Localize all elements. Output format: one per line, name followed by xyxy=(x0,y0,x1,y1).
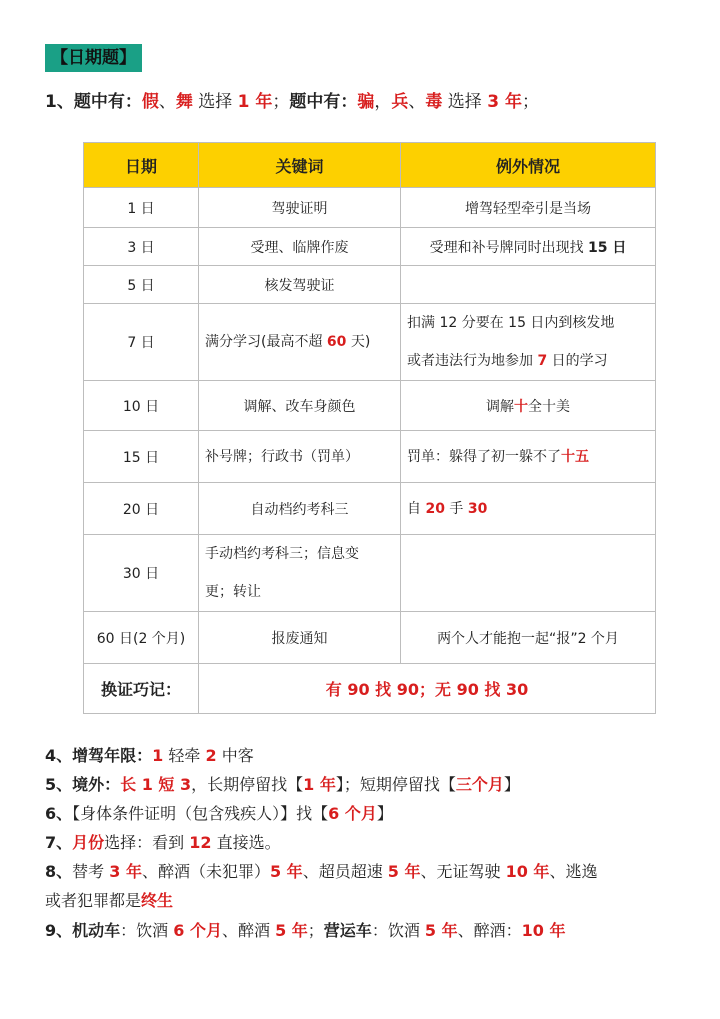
item-5: 5、境外：长 1 短 3，长期停留找【1 年】；短期停留找【三个月】 xyxy=(45,775,520,794)
item-9: 9、机动车：饮酒 6 个月、醉酒 5 年；营运车：饮酒 5 年、醉酒：10 年 xyxy=(45,921,566,940)
cell-exception: 增驾轻型牵引是当场 xyxy=(401,188,656,228)
cell-keyword: 手动档约考科三；信息变 更；转让 xyxy=(199,535,401,612)
cell-exception: 调解十全十美 xyxy=(401,381,656,431)
cell-date: 3 日 xyxy=(84,228,199,266)
cell-keyword: 报废通知 xyxy=(199,612,401,664)
cell-exception xyxy=(401,266,656,304)
cell-keyword: 调解、改车身颜色 xyxy=(199,381,401,431)
table-row xyxy=(84,266,656,304)
header-date: 日期 xyxy=(84,143,199,188)
item-8: 8、替考 3 年、醉酒（未犯罪）5 年、超员超速 5 年、无证驾驶 10 年、逃逸 xyxy=(45,862,598,881)
table-row xyxy=(84,535,656,612)
cell-date: 5 日 xyxy=(84,266,199,304)
table-row xyxy=(84,228,656,266)
table-row xyxy=(84,188,656,228)
cell-exception xyxy=(401,535,656,612)
table-row xyxy=(84,612,656,664)
footer-value: 有 90 找 90；无 90 找 30 xyxy=(199,664,656,714)
cell-date: 15 日 xyxy=(84,431,199,483)
cell-date: 1 日 xyxy=(84,188,199,228)
cell-date: 7 日 xyxy=(84,304,199,381)
header-keyword: 关键词 xyxy=(199,143,401,188)
section-title-badge: 【日期题】 xyxy=(45,44,142,72)
cell-keyword: 自动档约考科三 xyxy=(199,483,401,535)
table-row xyxy=(84,431,656,483)
footer-label: 换证巧记： xyxy=(84,664,199,714)
item-4: 4、增驾年限：1 轻牵 2 中客 xyxy=(45,746,254,765)
cell-keyword: 核发驾驶证 xyxy=(199,266,401,304)
cell-keyword: 受理、临牌作废 xyxy=(199,228,401,266)
cell-date: 10 日 xyxy=(84,381,199,431)
cell-keyword: 满分学习(最高不超 60 天) xyxy=(199,304,401,381)
table-header-row xyxy=(84,143,656,188)
table-row xyxy=(84,304,656,381)
header-exception: 例外情况 xyxy=(401,143,656,188)
cell-keyword: 驾驶证明 xyxy=(199,188,401,228)
cell-exception: 受理和补号牌同时出现找 15 日 xyxy=(401,228,656,266)
item-8-continued: 或者犯罪都是终生 xyxy=(45,891,174,910)
cell-exception: 罚单：躲得了初一躲不了十五 xyxy=(401,431,656,483)
cell-keyword: 补号牌；行政书（罚单） xyxy=(199,431,401,483)
table-row xyxy=(84,483,656,535)
rule-1: 1、题中有：假、舞 选择 1 年；题中有：骗，兵、毒 选择 3 年； xyxy=(45,92,539,112)
cell-exception: 扣满 12 分要在 15 日内到核发地 或者违法行为地参加 7 日的学习 xyxy=(401,304,656,381)
cell-exception: 两个人才能抱一起“报”2 个月 xyxy=(401,612,656,664)
table-footer-row xyxy=(84,664,656,714)
cell-exception: 自 20 手 30 xyxy=(401,483,656,535)
item-7: 7、月份选择：看到 12 直接选。 xyxy=(45,833,281,852)
date-keyword-table xyxy=(83,142,656,714)
cell-date: 20 日 xyxy=(84,483,199,535)
cell-date: 60 日(2 个月) xyxy=(84,612,199,664)
table-row xyxy=(84,381,656,431)
item-6: 6、【身体条件证明（包含残疾人）】找【6 个月】 xyxy=(45,804,393,823)
cell-date: 30 日 xyxy=(84,535,199,612)
